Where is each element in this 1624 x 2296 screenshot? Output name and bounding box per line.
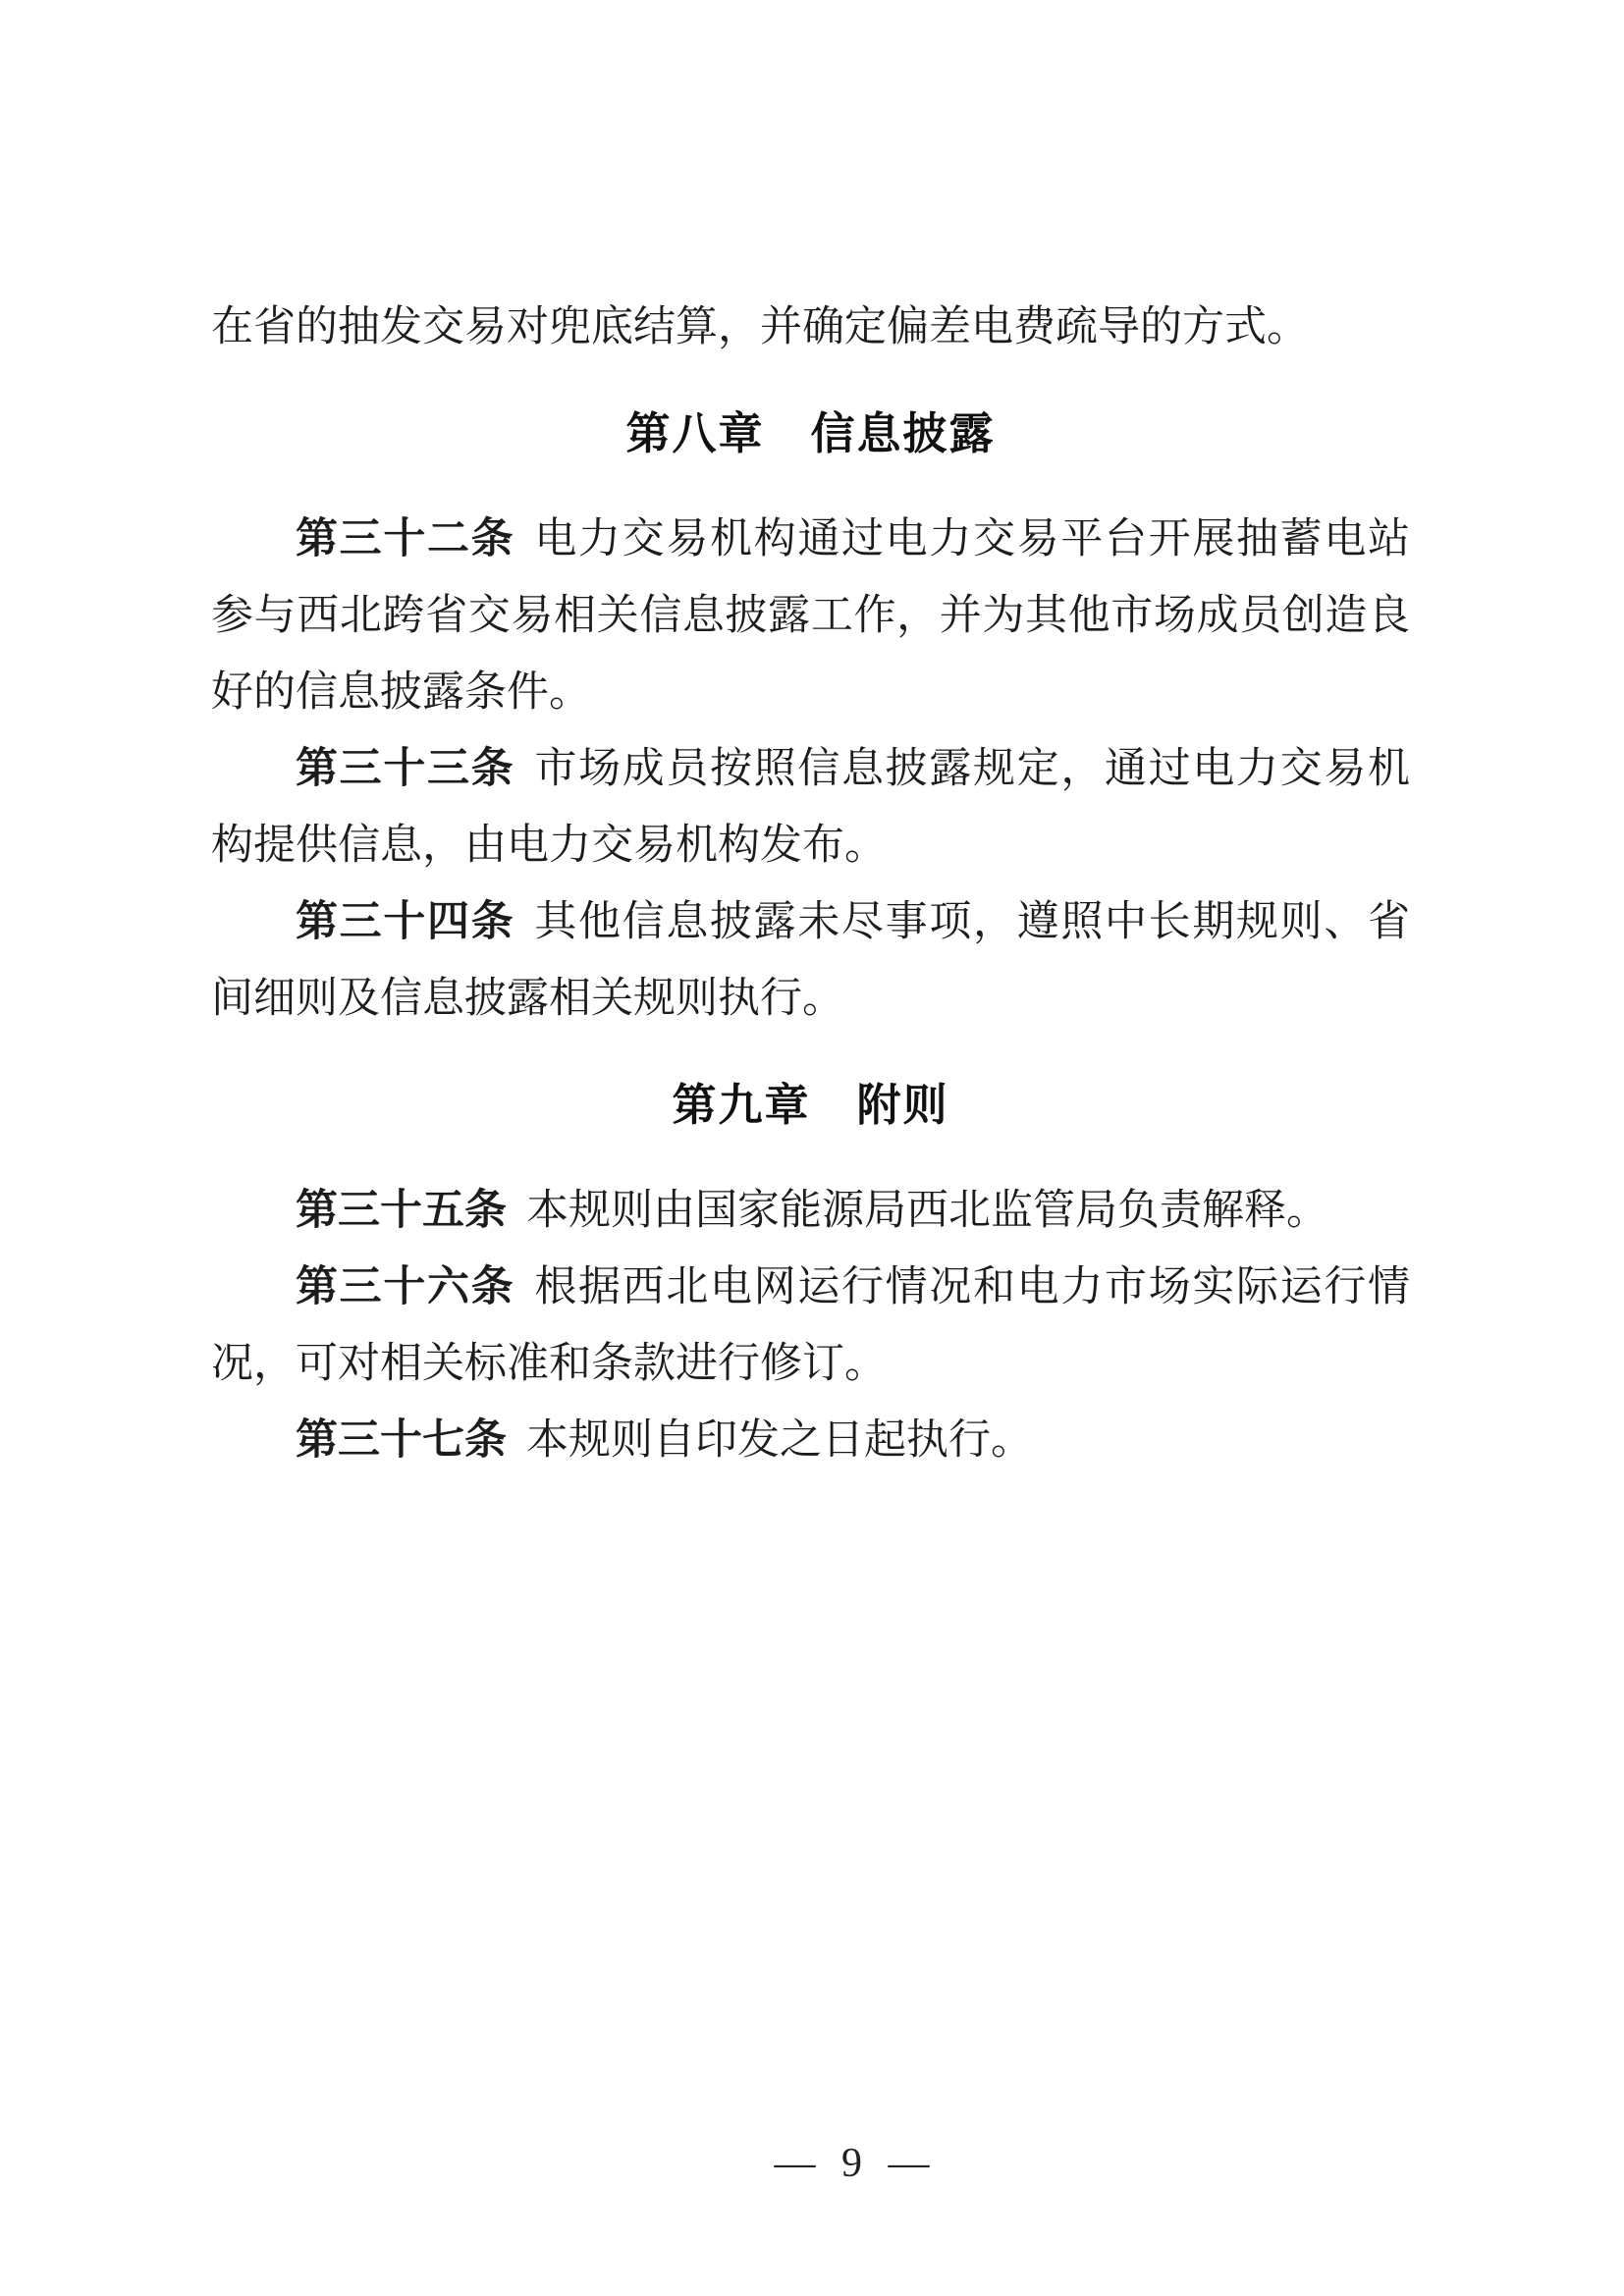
- article-paragraph-33: [211, 731, 1410, 884]
- article-number: 第三十六条: [296, 1264, 515, 1310]
- article-paragraph-32: [211, 502, 1410, 731]
- article-number: 第三十四条: [296, 899, 515, 945]
- article-paragraph-34: [211, 884, 1410, 1038]
- article-paragraph-36: [211, 1250, 1410, 1403]
- article-paragraph-37: [211, 1403, 1410, 1479]
- continuation-paragraph: 在省的抽发交易对兜底结算，并确定偏差电费疏导的方式。: [211, 304, 1309, 350]
- article-number: 第三十七条: [296, 1417, 507, 1464]
- document-body: [211, 290, 1410, 1479]
- article-text: 市场成员按照信息披露规定，通过电力交易机构提供信息，由电力交易机构发布。: [211, 746, 1411, 869]
- article-text: 根据西北电网运行情况和电力市场实际运行情况，可对相关标准和条款进行修订。: [211, 1264, 1411, 1387]
- chapter-heading-8: 第八章 信息披露: [625, 408, 996, 458]
- article-text: 本规则由国家能源局西北监管局负责解释。: [526, 1188, 1328, 1234]
- page-number: — 9 —: [774, 2141, 930, 2186]
- article-number: 第三十五条: [296, 1188, 507, 1234]
- article-number: 第三十三条: [296, 746, 515, 792]
- article-paragraph-35: [211, 1173, 1410, 1250]
- article-text: 电力交易机构通过电力交易平台开展抽蓄电站参与西北跨省交易相关信息披露工作，并为其他市场成员创造良好的信息披露条件。: [211, 516, 1411, 716]
- chapter-heading-9: 第九章 附则: [672, 1080, 949, 1130]
- article-text: 本规则自印发之日起执行。: [526, 1417, 1033, 1464]
- article-number: 第三十二条: [296, 516, 515, 562]
- article-text: 其他信息披露未尽事项，遵照中长期规则、省间细则及信息披露相关规则执行。: [211, 899, 1411, 1022]
